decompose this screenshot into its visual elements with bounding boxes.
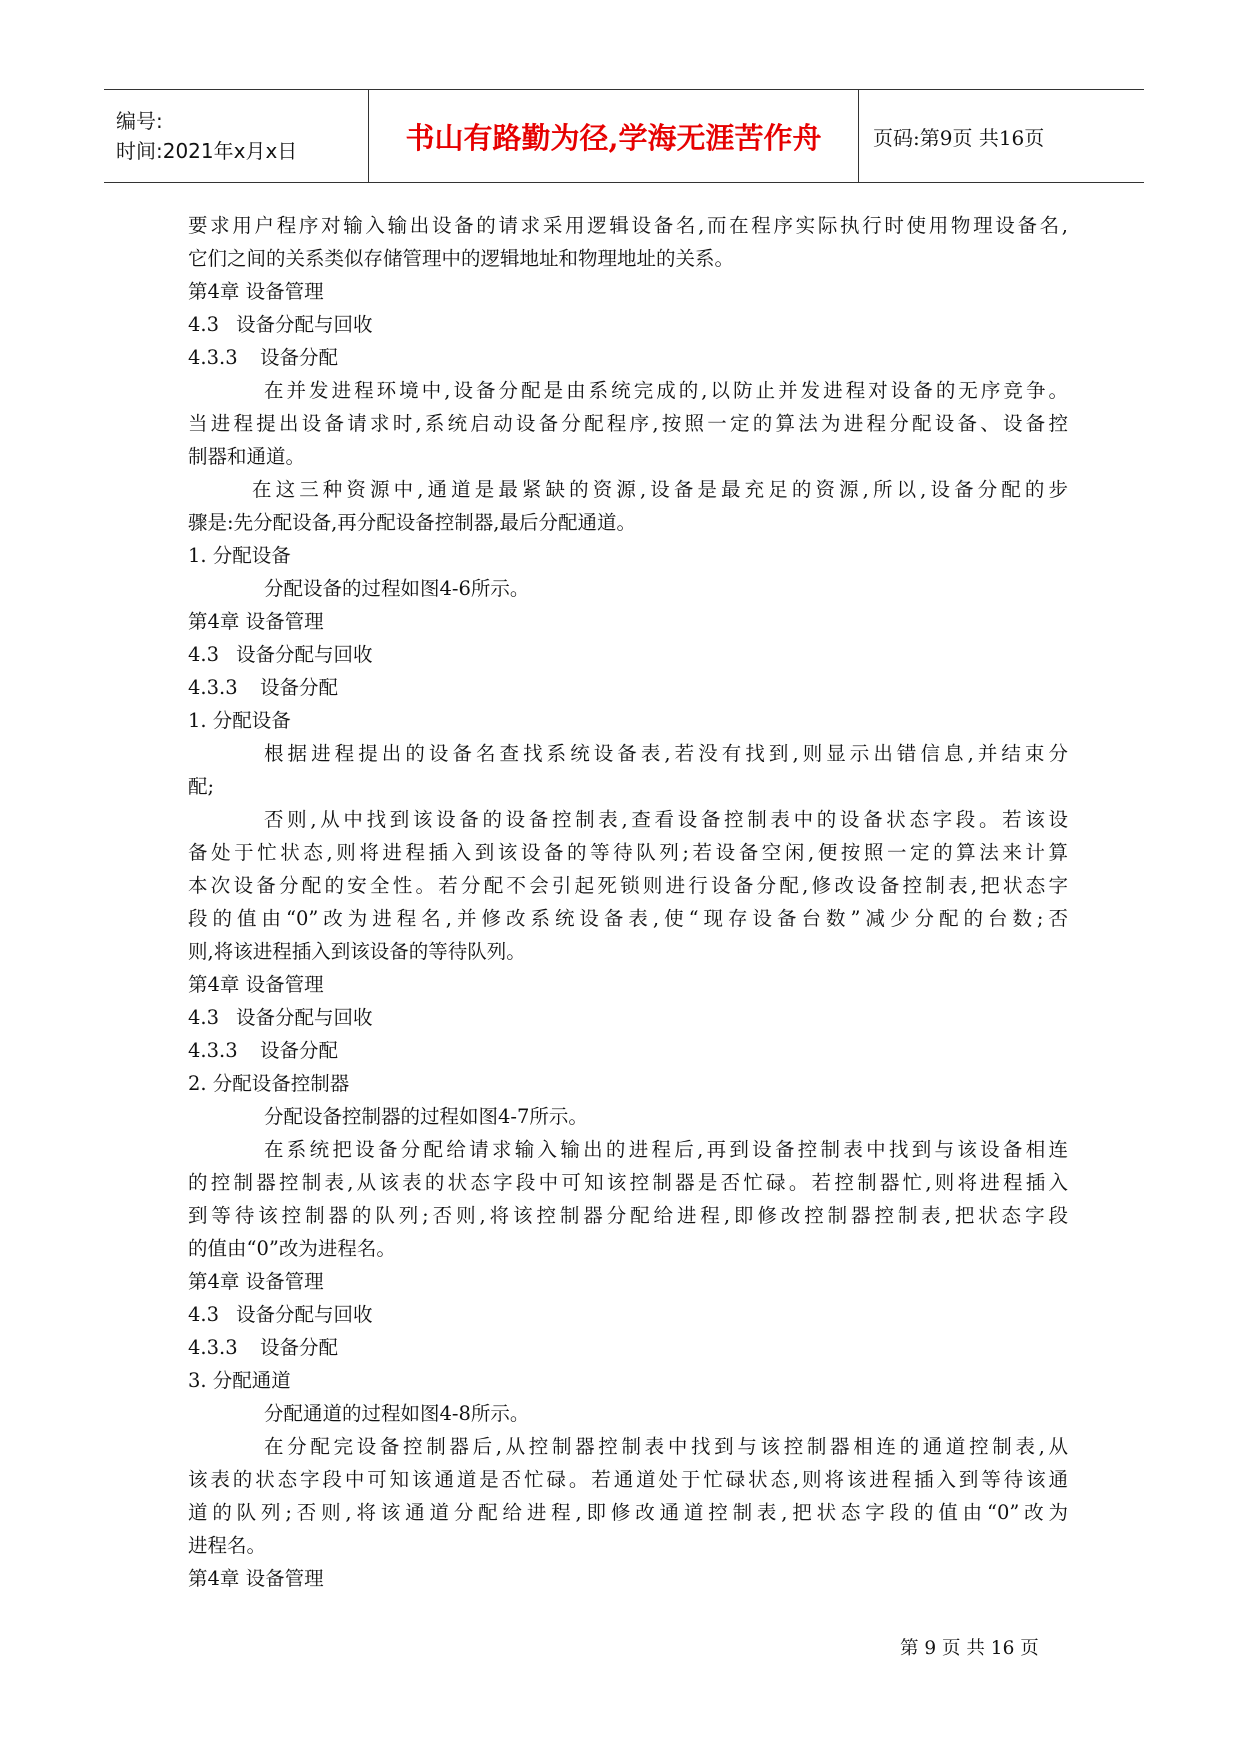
subsection-title: 设备分配 [260,676,339,699]
text-line: 配; [188,775,215,798]
list-item-heading: 3. 分配通道 [188,1369,291,1392]
section-number: 4.3 [188,1303,220,1326]
text-line: 在并发进程环境中,设备分配是由系统完成的,以防止并发进程对设备的无序竞争。 [264,379,1068,402]
subsection-title: 设备分配 [260,1336,339,1359]
subsection-title: 设备分配 [260,1039,339,1062]
text-line: 在系统把设备分配给请求输入输出的进程后,再到设备控制表中找到与该设备相连 [264,1138,1068,1161]
time-label: 时间:2021年x月x日 [116,139,298,163]
text-line: 当进程提出设备请求时,系统启动设备分配程序,按照一定的算法为进程分配设备、设备控 [188,412,1068,435]
subsection-number: 4.3.3 [188,1336,238,1359]
text-line: 骤是:先分配设备,再分配设备控制器,最后分配通道。 [188,511,636,534]
text-line: 进程名。 [188,1534,267,1557]
section-heading [188,1298,1068,1331]
list-item-heading: 1. 分配设备 [188,709,291,732]
subsection-heading [188,671,1068,704]
section-heading [188,308,1068,341]
text-line: 根据进程提出的设备名查找系统设备表,若没有找到,则显示出错信息,并结束分 [264,742,1068,765]
text-line: 在这三种资源中,通道是最紧缺的资源,设备是最充足的资源,所以,设备分配的步 [252,478,1068,501]
section-heading [188,1001,1068,1034]
chapter-heading: 第4章 设备管理 [188,1567,324,1590]
chapter-heading: 第4章 设备管理 [188,973,324,996]
text-line: 否则,从中找到该设备的设备控制表,查看设备控制表中的设备状态字段。若该设 [264,808,1068,831]
header-left-cell [104,90,369,182]
text-line: 分配通道的过程如图4-8所示。 [264,1402,530,1425]
section-number: 4.3 [188,313,220,336]
chapter-heading: 第4章 设备管理 [188,1270,324,1293]
document-header [104,89,1144,183]
text-line: 备处于忙状态,则将进程插入到该设备的等待队列;若设备空闲,便按照一定的算法来计算 [188,841,1068,864]
text-line: 要求用户程序对输入输出设备的请求采用逻辑设备名,而在程序实际执行时使用物理设备名, [188,214,1068,237]
header-slogan-cell [369,90,859,182]
text-line: 到等待该控制器的队列;否则,将该控制器分配给进程,即修改控制器控制表,把状态字段 [188,1204,1068,1227]
text-line: 在分配完设备控制器后,从控制器控制表中找到与该控制器相连的通道控制表,从 [264,1435,1068,1458]
subsection-title: 设备分配 [260,346,339,369]
list-item-heading: 1. 分配设备 [188,544,291,567]
section-title: 设备分配与回收 [236,643,373,666]
number-label: 编号: [116,109,163,133]
chapter-heading: 第4章 设备管理 [188,280,324,303]
section-number: 4.3 [188,643,220,666]
subsection-number: 4.3.3 [188,676,238,699]
header-page-label: 页码:第9页 共16页 [873,125,1045,150]
slogan: 书山有路勤为径,学海无涯苦作舟 [405,120,822,155]
text-line: 的值由“0”改为进程名。 [188,1237,396,1260]
subsection-heading [188,341,1068,374]
text-line: 道的队列;否则,将该通道分配给进程,即修改通道控制表,把状态字段的值由“0”改为 [188,1501,1068,1524]
footer-page-number: 第 9 页 共 16 页 [900,1638,1039,1659]
section-heading [188,638,1068,671]
subsection-number: 4.3.3 [188,346,238,369]
header-page-cell [859,90,1144,182]
text-line: 它们之间的关系类似存储管理中的逻辑地址和物理地址的关系。 [188,247,735,270]
subsection-number: 4.3.3 [188,1039,238,1062]
text-line: 该表的状态字段中可知该通道是否忙碌。若通道处于忙碌状态,则将该进程插入到等待该通 [188,1468,1068,1491]
text-line: 则,将该进程插入到该设备的等待队列。 [188,940,526,963]
text-line: 的控制器控制表,从该表的状态字段中可知该控制器是否忙碌。若控制器忙,则将进程插入 [188,1171,1068,1194]
text-line: 本次设备分配的安全性。若分配不会引起死锁则进行设备分配,修改设备控制表,把状态字 [188,874,1068,897]
text-line: 分配设备的过程如图4-6所示。 [264,577,530,600]
section-title: 设备分配与回收 [236,313,373,336]
chapter-heading: 第4章 设备管理 [188,610,324,633]
text-line: 分配设备控制器的过程如图4-7所示。 [264,1105,588,1128]
document-body [188,209,1068,1595]
subsection-heading [188,1034,1068,1067]
text-line: 制器和通道。 [188,445,306,468]
list-item-heading: 2. 分配设备控制器 [188,1072,350,1095]
subsection-heading [188,1331,1068,1364]
section-title: 设备分配与回收 [236,1006,373,1029]
section-number: 4.3 [188,1006,220,1029]
text-line: 段的值由“0”改为进程名,并修改系统设备表,使“现存设备台数”减少分配的台数;否 [188,907,1068,930]
section-title: 设备分配与回收 [236,1303,373,1326]
